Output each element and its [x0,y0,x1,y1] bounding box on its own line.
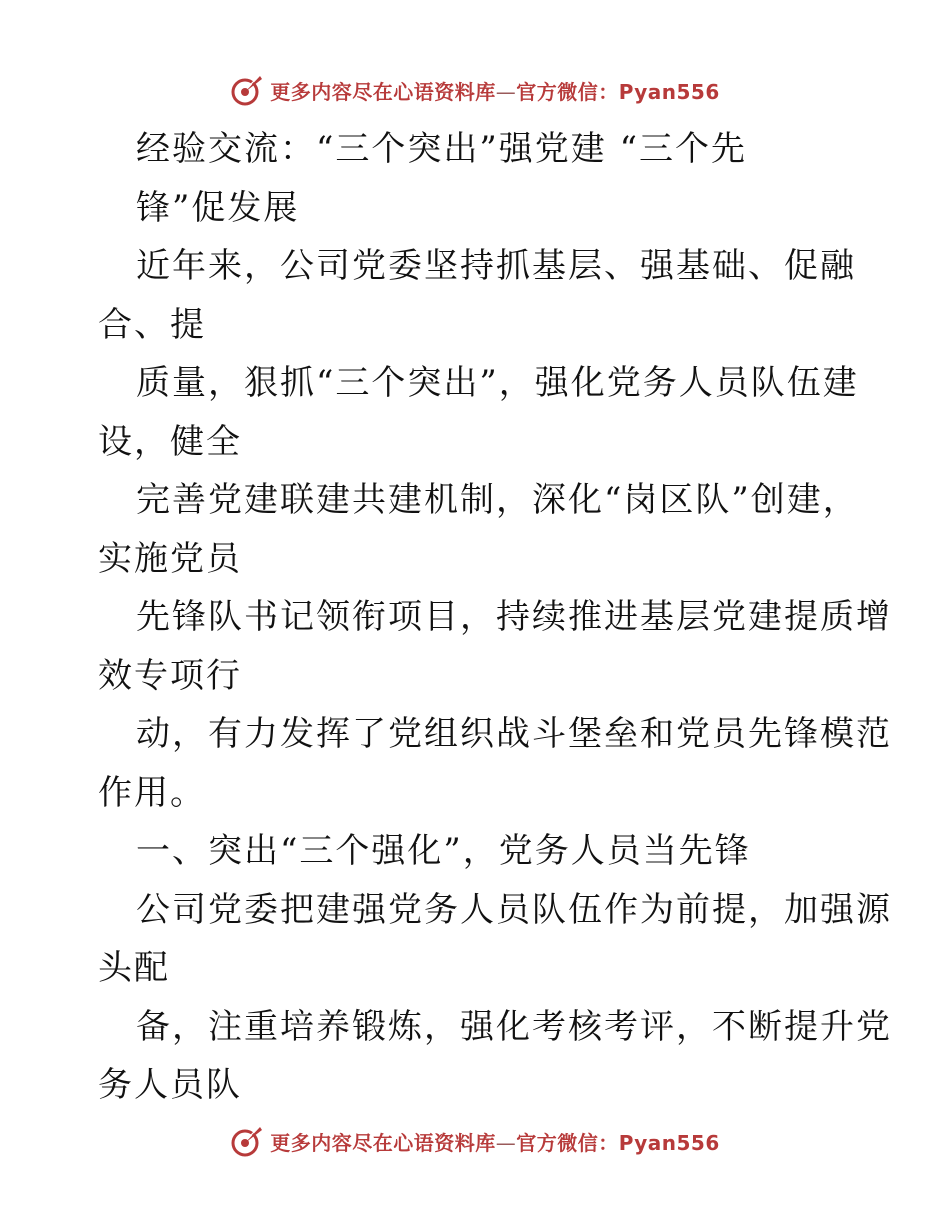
title-line-1: 经验交流：“三个突出”强党建 “三个先 [136,129,747,169]
paragraph-line: 务人员队 [98,1065,242,1105]
paragraph-line: 质量，狠抓“三个突出”，强化党务人员队伍建 [136,363,859,403]
banner-separator: — [495,79,517,104]
paragraph-line: 实施党员 [98,538,242,579]
document-body [98,120,892,1115]
banner-site-name: 更多内容尽在心语资料库 [270,79,496,104]
paragraph-line: 头配 [98,948,170,988]
paragraph-line: 完善党建联建共建机制，深化“岗区队”创建， [136,480,859,520]
paragraph-line: 作用。 [98,772,206,813]
banner-separator: — [495,1130,517,1155]
title-line-2: 锋”促发展 [136,187,300,228]
paragraph-line: 近年来，公司党委坚持抓基层、强基础、促融 [136,246,856,286]
paragraph-line: 公司党委把建强党务人员队伍作为前提，加强源 [136,889,892,930]
footer-banner [0,1121,950,1161]
banner-official-label: 官方微信： [516,1130,619,1155]
paragraph-line: 效专项行 [98,655,242,696]
paragraph-line: 动，有力发挥了党组织战斗堡垒和党员先锋模范 [136,714,892,754]
banner-site-name: 更多内容尽在心语资料库 [270,1130,496,1155]
quill-logo-icon [230,1124,264,1158]
banner-official-label: 官方微信： [516,79,619,104]
banner-account: Pyan556 [618,79,720,104]
banner-account: Pyan556 [618,1130,720,1155]
paragraph-line: 合、提 [98,304,206,345]
quill-logo-icon [230,73,264,107]
banner-text [270,76,720,105]
banner-text [270,1127,720,1156]
section-heading: 一、突出“三个强化”，党务人员当先锋 [136,831,751,871]
header-banner [0,70,950,110]
paragraph-line: 备，注重培养锻炼，强化考核考评，不断提升党 [136,1006,892,1047]
paragraph-line: 先锋队书记领衔项目，持续推进基层党建提质增 [136,597,892,637]
paragraph-line: 设，健全 [98,421,242,462]
